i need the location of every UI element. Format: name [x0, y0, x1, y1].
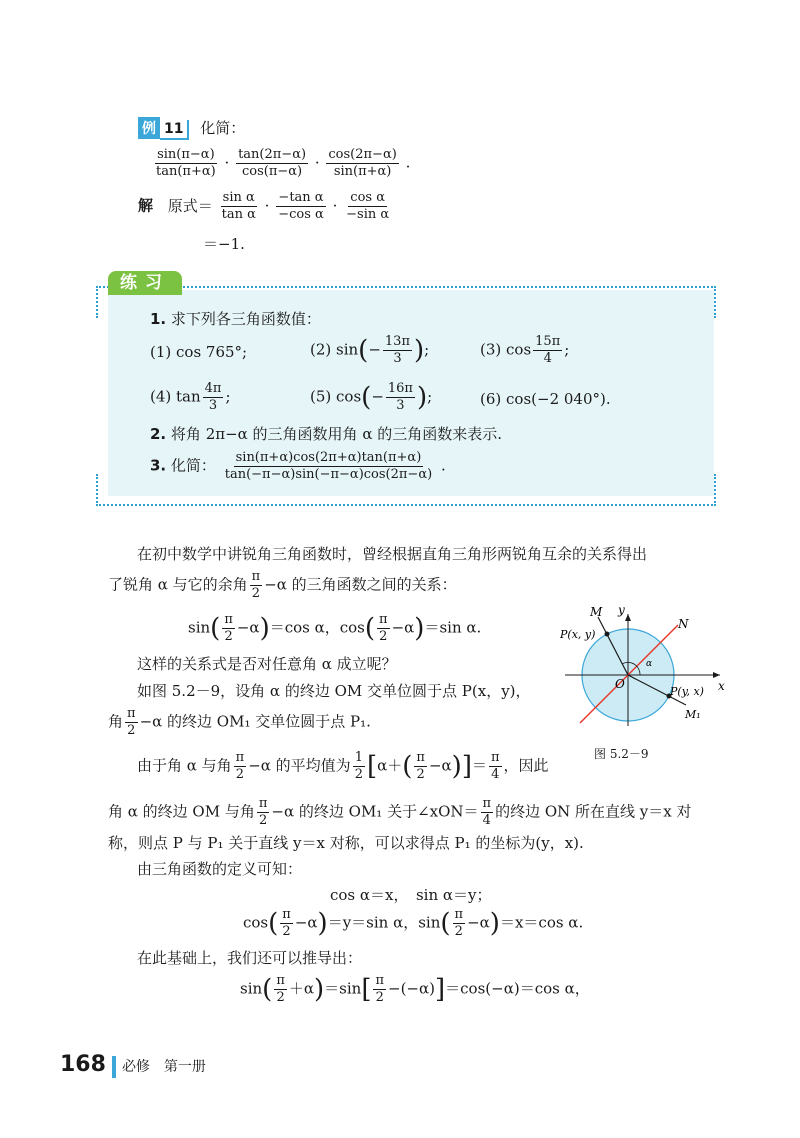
unit-circle-figure [560, 600, 740, 730]
equation: sin( $\frac{\pi}{2}$ −α)＝cos α，cos( $\frac{\pi}{2}$ −α)＝sin α. [188, 612, 482, 644]
fraction: $\frac{\pi}{4}$ [491, 750, 500, 782]
label-O: O [615, 677, 625, 691]
fraction: $\frac{\sin(\pi+\alpha)\cos(2\pi+\alpha)\tan(\pi+\alpha)}{\tan(-\pi-\alpha)\sin(-\pi-\alpha)\cos(2\pi-\alpha)}$ [224, 450, 433, 482]
fraction: $\frac{16\pi}{3}$ [387, 381, 413, 413]
paragraph: 如图 5.2－9，设角 α 的终边 OM 交单位圆于点 P(x，y)， [137, 682, 531, 700]
paragraph: 角 $\frac{\pi}{2}$ −α 的终边 OM₁ 交单位圆于点 P₁. [108, 706, 371, 738]
fraction: $\frac{13\pi}{3}$ [384, 334, 410, 366]
equation: cos α＝x， sin α＝y； [330, 886, 492, 904]
fraction: $\frac{\pi}{2}$ [454, 907, 464, 939]
practice-title: 练习 [108, 271, 182, 295]
fraction: $\frac{\text{sin α}}{\text{tan α}}$ [221, 190, 256, 222]
fraction: $\frac{\pi}{2}$ [375, 973, 385, 1005]
figure-caption: 图 5.2－9 [594, 747, 649, 761]
fraction: $\frac{\sin(\pi-\alpha)}{\tan(\pi+\alpha)}$ [156, 147, 216, 179]
label-M: M [590, 605, 603, 619]
example-label: 例 [138, 117, 160, 139]
paragraph: 由于角 α 与角 $\frac{\pi}{2}$ −α 的平均值为 $\frac{1}{2}$ [α＋( $\frac{\pi}{2}$ −α)]＝ $\frac{\pi}{4}$ ，因此 [137, 750, 549, 782]
fraction: $\frac{\text{cos α}}{\text{−sin α}}$ [346, 190, 390, 222]
page-number: 168 [60, 1052, 106, 1077]
fraction: $\frac{15\pi}{4}$ [535, 334, 561, 366]
frame-corner [714, 474, 716, 506]
practice-q1-a3: (3) cos $\frac{15\pi}{4}$ ; [480, 334, 570, 366]
paragraph: 称，则点 P 与 P₁ 关于直线 y＝x 对称，可以求得点 P₁ 的坐标为(y，x). [108, 834, 584, 852]
fraction: $\frac{\pi}{2}$ [379, 612, 388, 644]
label-M1: M₁ [685, 708, 701, 721]
solution-label: 解 [138, 196, 154, 215]
x-axis-arrow [713, 672, 720, 678]
practice-q3: 3. 化简： $\frac{\sin(\pi+\alpha)\cos(2\pi+\alpha)\tan(\pi+\alpha)}{\tan(-\pi-\alpha)\sin(-\pi-\alpha)\cos(2\pi-\alpha)}$ . [150, 450, 446, 482]
practice-q1-a4: (4) tan $\frac{4\pi}{3}$ ; [150, 381, 231, 413]
fraction: $\frac{\pi}{2}$ [235, 750, 245, 782]
practice-q1-a5: (5) cos(− $\frac{16\pi}{3}$ ); [310, 381, 433, 413]
example-number: 11 [160, 120, 189, 140]
fraction: $\frac{\cos(2\pi-\alpha)}{\sin(\pi+\alpha)}$ [328, 147, 397, 179]
fraction: $\frac{\pi}{2}$ [258, 796, 268, 828]
solution-result: ＝−1. [203, 235, 245, 253]
label-P1: P(y, x) [670, 685, 704, 698]
y-axis-arrow [625, 614, 631, 621]
fraction: $\frac{\pi}{2}$ [282, 907, 291, 939]
fraction: $\frac{\pi}{2}$ [251, 569, 261, 601]
label-P: P(x, y) [560, 628, 596, 641]
label-N: N [678, 617, 689, 631]
paragraph: 这样的关系式是否对任意角 α 成立呢？ [137, 655, 397, 673]
paragraph: 了锐角 α 与它的余角 $\frac{\pi}{2}$ −α 的三角函数之间的关系： [108, 569, 457, 601]
frame-corner [96, 474, 98, 506]
equation: cos( $\frac{\pi}{2}$ −α)＝y＝sin α，sin( $\frac{\pi}{2}$ −α)＝x＝cos α. [243, 907, 584, 939]
equation: sin( $\frac{\pi}{2}$ ＋α)＝sin[ $\frac{\pi}{2}$ −(−α)]＝cos(−α)＝cos α， [240, 973, 590, 1005]
frame-corner [714, 286, 716, 318]
page-footer [60, 1052, 206, 1078]
practice-q1-a2: (2) sin(− $\frac{13\pi}{3}$ ); [310, 334, 430, 366]
frame-corner [96, 286, 98, 318]
paragraph: 在此基础上，我们还可以推导出： [137, 949, 363, 967]
page-bar [112, 1056, 116, 1078]
label-y: y [618, 603, 625, 617]
label-x: x [718, 679, 725, 693]
fraction: $\frac{\text{−tan α}}{\text{−cos α}}$ [278, 190, 324, 222]
label-alpha: α [646, 659, 653, 669]
practice-q1: 1. 求下列各三角函数值： [150, 310, 321, 328]
paragraph: 在初中数学中讲锐角三角函数时，曾经根据直角三角形两锐角互余的关系得出 [137, 545, 648, 563]
example-expression: $\frac{\sin(\pi-\alpha)}{\tan(\pi+\alpha)}$ · $\frac{\tan(2\pi-\alpha)}{\cos(\pi-\alpha)}$ · $\frac{\cos(2\pi-\alpha)}{\sin(\pi+\alpha)}$ . [156, 147, 411, 179]
fraction: $\frac{\tan(2\pi-\alpha)}{\cos(\pi-\alpha)}$ [238, 147, 307, 179]
example-heading [138, 117, 245, 140]
practice-q2: 2. 将角 2π−α 的三角函数用角 α 的三角函数来表示. [150, 425, 502, 443]
practice-q1-a1: (1) cos 765°; [150, 343, 248, 361]
example-prompt: 化简： [200, 119, 246, 137]
fraction: $\frac{\pi}{2}$ [224, 612, 233, 644]
fraction: $\frac{1}{2}$ [354, 750, 363, 782]
practice-q1-a6: (6) cos(−2 040°). [480, 390, 611, 408]
fraction: $\frac{\pi}{2}$ [276, 973, 285, 1005]
book-title: 必修 第一册 [121, 1059, 206, 1075]
paragraph: 角 α 的终边 OM 与角 $\frac{\pi}{2}$ −α 的终边 OM₁ 关于∠xON＝ $\frac{\pi}{4}$ 的终边 ON 所在直线 y＝x 对 [108, 796, 692, 828]
paragraph: 由三角函数的定义可知： [137, 860, 303, 878]
solution-line: 解 原式＝ $\frac{\text{sin α}}{\text{tan α}}$ · $\frac{\text{−tan α}}{\text{−cos α}}$ · $\frac{\text{cos α}}{\text{−sin α}}$ [138, 190, 390, 222]
fraction: $\frac{4\pi}{3}$ [204, 381, 222, 413]
fraction: $\frac{\pi}{4}$ [482, 796, 492, 828]
fraction: $\frac{\pi}{2}$ [416, 750, 425, 782]
point-P [605, 632, 610, 637]
fraction: $\frac{\pi}{2}$ [127, 706, 136, 738]
